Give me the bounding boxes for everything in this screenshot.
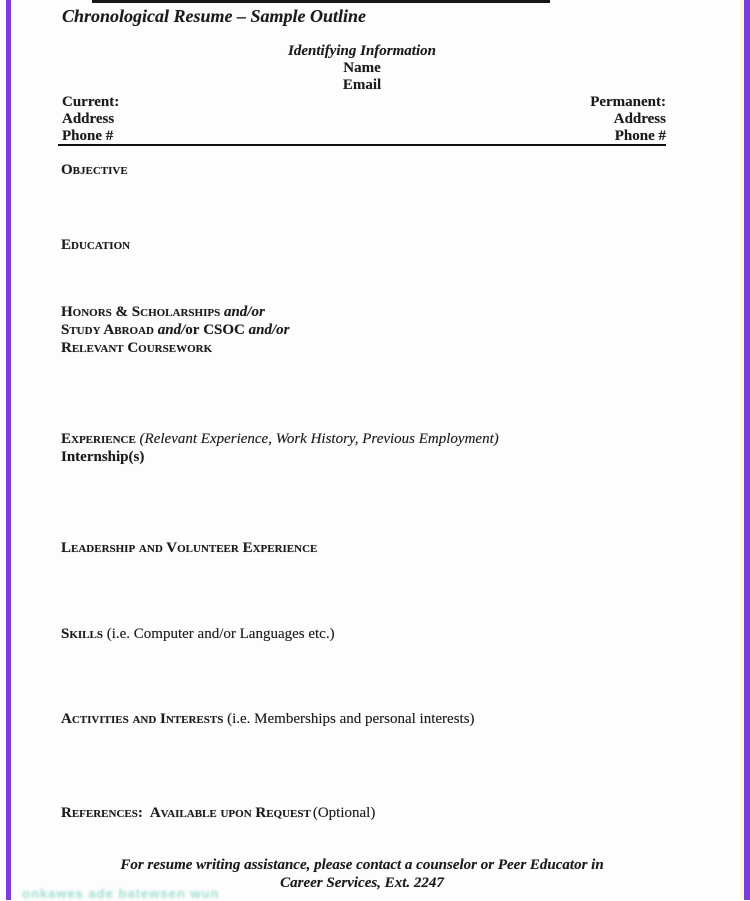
section-heading-honors-block [61,303,289,357]
current-phone-label: Phone # [62,128,114,144]
current-address-label: Address [62,111,115,127]
watermark-text: onkawes ade batewsen wun [22,886,220,901]
permanent-address-block [58,94,666,145]
permanent-phone-label: Phone # [614,128,666,144]
relevant-coursework-label: Relevant Coursework [61,340,213,356]
references-optional-note: (Optional) [312,805,376,821]
right-border-stripe [744,0,750,900]
experience-line [61,430,499,448]
current-label: Current: [62,94,120,110]
section-heading-leadership [61,539,317,557]
footer-line-2: Career Services, Ext. 2247 [280,875,444,891]
education-label: Education [61,237,131,253]
section-heading-objective [61,161,128,179]
honors-line-1 [61,303,289,321]
section-heading-skills [61,625,335,643]
csoc-andor: and/or [248,322,290,338]
section-heading-activities [61,710,475,728]
header-divider-rule [58,144,666,146]
section-heading-references [61,804,375,822]
email-placeholder-label: Email [342,77,382,93]
internship-line [61,448,499,466]
permanent-address-label: Address [613,111,666,127]
study-abroad-label: Study Abroad [61,322,154,338]
skills-note: (i.e. Computer and/or Languages etc.) [106,626,335,642]
study-andor-upright-part: or [185,322,200,338]
honors-line-3 [61,339,289,357]
internship-label: Internship(s) [61,449,145,465]
name-placeholder-label: Name [343,60,381,76]
activities-interests-label: Activities and Interests [61,711,224,727]
references-label: References: [61,805,143,821]
footer-line-1: For resume writing assistance, please contact a counselor or Peer Educator in [120,857,604,873]
permanent-label: Permanent: [590,94,666,110]
section-heading-experience-block [61,430,499,466]
skills-label: Skills [61,626,103,642]
csoc-label: CSOC [203,322,245,338]
honors-andor-1: and/or [223,304,265,320]
leadership-volunteer-label: Leadership and Volunteer Experience [61,540,318,556]
document-title: Chronological Resume – Sample Outline [62,6,367,26]
identifying-information-heading: Identifying Information [288,43,436,59]
top-crop-artifact-band [92,0,550,3]
honors-line-2 [61,321,289,339]
left-border-stripe [6,0,11,900]
section-heading-education [61,236,130,254]
study-andor-italic-part: and/ [157,322,186,338]
experience-note: (Relevant Experience, Work History, Previous Employment) [139,431,499,447]
objective-label: Objective [61,162,128,178]
activities-note: (i.e. Memberships and personal interests) [227,711,475,727]
available-upon-request-label: Available upon Request [149,805,311,821]
honors-scholarships-label: Honors & Scholarships [61,304,221,320]
experience-label: Experience [61,431,136,447]
